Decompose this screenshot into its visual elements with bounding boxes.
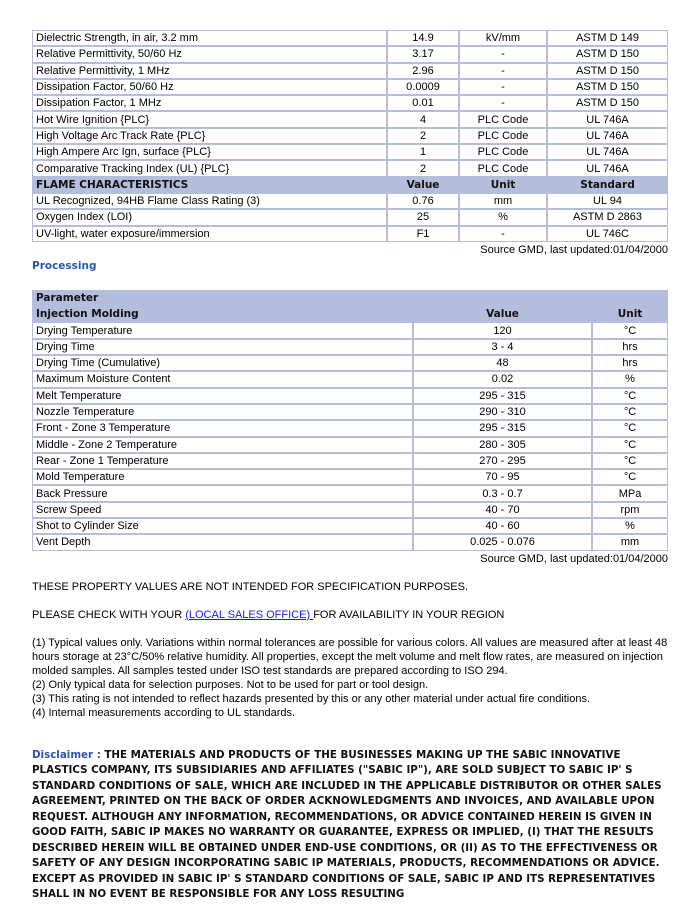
property-unit: - bbox=[459, 46, 547, 62]
parameter-name: Nozzle Temperature bbox=[32, 404, 413, 420]
property-value: 2.96 bbox=[387, 63, 459, 79]
property-unit: % bbox=[459, 209, 547, 225]
parameter-value: 295 - 315 bbox=[413, 388, 592, 404]
parameter-unit: °C bbox=[592, 469, 668, 485]
availability-prefix: PLEASE CHECK WITH YOUR bbox=[32, 608, 186, 621]
table-row bbox=[32, 111, 668, 127]
parameter-value: 3 - 4 bbox=[413, 339, 592, 355]
property-value: 2 bbox=[387, 160, 459, 176]
parameter-value: 0.02 bbox=[413, 371, 592, 387]
table-row bbox=[32, 226, 668, 242]
property-unit: PLC Code bbox=[459, 144, 547, 160]
table-row bbox=[32, 144, 668, 160]
parameter-unit: °C bbox=[592, 420, 668, 436]
property-name: Oxygen Index (LOI) bbox=[32, 209, 387, 225]
footnote-2: (2) Only typical data for selection purposes. Not to be used for part or tool design. bbox=[32, 678, 429, 691]
table-row bbox=[32, 339, 668, 355]
parameter-name: Shot to Cylinder Size bbox=[32, 518, 413, 534]
table-row bbox=[32, 388, 668, 404]
parameter-value: 0.3 - 0.7 bbox=[413, 485, 592, 501]
property-name: Relative Permittivity, 1 MHz bbox=[32, 63, 387, 79]
table-row bbox=[32, 502, 668, 518]
property-standard: UL 746A bbox=[547, 111, 668, 127]
properties-source-note: Source GMD, last updated:01/04/2000 bbox=[480, 243, 668, 256]
disclaimer bbox=[32, 748, 668, 903]
processing-section-title: Processing bbox=[32, 259, 97, 272]
property-unit: PLC Code bbox=[459, 128, 547, 144]
property-standard: UL 746A bbox=[547, 160, 668, 176]
property-value: 0.76 bbox=[387, 193, 459, 209]
injection-molding-header: Injection Molding bbox=[32, 306, 413, 322]
parameter-header: Parameter bbox=[32, 290, 668, 306]
parameter-name: Front - Zone 3 Temperature bbox=[32, 420, 413, 436]
property-unit: - bbox=[459, 226, 547, 242]
property-value: 4 bbox=[387, 111, 459, 127]
parameter-value: 48 bbox=[413, 355, 592, 371]
disclaimer-text: THE MATERIALS AND PRODUCTS OF THE BUSINESSES MAKING UP THE SABIC INNOVATIVE PLASTICS COMPANY, ITS SUBSIDIARIES AND AFFILIATES ("SABIC IP"), ARE SOLD SUBJECT TO SABIC IP' S STANDARD CONDITIONS OF SALE, WHICH ARE INCLUDED IN THE APPLICABLE DISTRIBUTOR OR OTHER SALES AGREEMENT, PRINTED ON THE BACK OF ORDER ACKNOWLEDGMENTS AND INVOICES, AND AVAILABLE UPON REQUEST. ALTHOUGH ANY INFORMATION, RECOMMENDATIONS, OR ADVICE CONTAINED HEREIN IS GIVEN IN GOOD FAITH, SABIC IP MAKES NO WARRANTY OR GUARANTEE, EXPRESS OR IMPLIED, (I) THAT THE RESULTS DESCRIBED HEREIN WILL BE OBTAINED UNDER END-USE CONDITIONS, OR (II) AS TO THE EFFECTIVENESS OR SAFETY OF ANY DESIGN INCORPORATING SABIC IP MATERIALS, PRODUCTS, RECOMMENDATIONS OR ADVICE. EXCEPT AS PROVIDED IN SABIC IP' S STANDARD CONDITIONS OF SALE, SABIC IP AND ITS REPRESENTATIVES SHALL IN NO EVENT BE RESPONSIBLE FOR ANY LOSS RESULTING bbox=[32, 748, 662, 901]
property-value: 2 bbox=[387, 128, 459, 144]
property-value: 14.9 bbox=[387, 30, 459, 46]
column-header-standard: Standard bbox=[547, 177, 668, 193]
property-name: Dielectric Strength, in air, 3.2 mm bbox=[32, 30, 387, 46]
parameter-name: Rear - Zone 1 Temperature bbox=[32, 453, 413, 469]
property-value: 1 bbox=[387, 144, 459, 160]
table-row bbox=[32, 128, 668, 144]
parameter-name: Screw Speed bbox=[32, 502, 413, 518]
parameter-value: 270 - 295 bbox=[413, 453, 592, 469]
table-row bbox=[32, 322, 668, 338]
table-row bbox=[32, 469, 668, 485]
property-unit: mm bbox=[459, 193, 547, 209]
properties-table bbox=[32, 30, 668, 242]
parameter-value: 0.025 - 0.076 bbox=[413, 534, 592, 550]
parameter-unit: % bbox=[592, 371, 668, 387]
column-header-unit: Unit bbox=[592, 306, 668, 322]
property-unit: - bbox=[459, 63, 547, 79]
local-sales-office-link[interactable]: (LOCAL SALES OFFICE) bbox=[185, 608, 314, 621]
table-row bbox=[32, 160, 668, 176]
property-unit: PLC Code bbox=[459, 160, 547, 176]
property-standard: UL 94 bbox=[547, 193, 668, 209]
property-standard: ASTM D 149 bbox=[547, 30, 668, 46]
property-name: Hot Wire Ignition {PLC} bbox=[32, 111, 387, 127]
property-value: 0.0009 bbox=[387, 79, 459, 95]
parameter-name: Back Pressure bbox=[32, 485, 413, 501]
property-unit: - bbox=[459, 95, 547, 111]
parameter-unit: mm bbox=[592, 534, 668, 550]
processing-header bbox=[32, 306, 668, 322]
processing-source-note: Source GMD, last updated:01/04/2000 bbox=[480, 552, 668, 565]
availability-suffix: FOR AVAILABILITY IN YOUR REGION bbox=[313, 608, 505, 621]
property-value: F1 bbox=[387, 226, 459, 242]
footnote-1: (1) Typical values only. Variations within normal tolerances are possible for various colors. All values are measured after at least 48 hours storage at 23°C/50% relative humidity. All properties, except the melt volume and melt flow rates, are measured on injection molded samples. All samples tested under ISO test standards are prepared according to ISO 294. bbox=[32, 636, 668, 677]
parameter-unit: °C bbox=[592, 453, 668, 469]
parameter-unit: rpm bbox=[592, 502, 668, 518]
table-row bbox=[32, 95, 668, 111]
parameter-unit: °C bbox=[592, 404, 668, 420]
table-row bbox=[32, 485, 668, 501]
footnotes bbox=[32, 636, 668, 720]
property-standard: ASTM D 150 bbox=[547, 63, 668, 79]
parameter-name: Vent Depth bbox=[32, 534, 413, 550]
property-name: High Ampere Arc Ign, surface {PLC} bbox=[32, 144, 387, 160]
parameter-unit: MPa bbox=[592, 485, 668, 501]
table-row bbox=[32, 518, 668, 534]
table-row bbox=[32, 420, 668, 436]
property-standard: ASTM D 150 bbox=[547, 95, 668, 111]
property-unit: PLC Code bbox=[459, 111, 547, 127]
property-standard: UL 746A bbox=[547, 128, 668, 144]
parameter-unit: hrs bbox=[592, 355, 668, 371]
parameter-unit: hrs bbox=[592, 339, 668, 355]
parameter-name: Maximum Moisture Content bbox=[32, 371, 413, 387]
property-name: UV-light, water exposure/immersion bbox=[32, 226, 387, 242]
parameter-name: Middle - Zone 2 Temperature bbox=[32, 437, 413, 453]
parameter-value: 295 - 315 bbox=[413, 420, 592, 436]
parameter-unit: °C bbox=[592, 322, 668, 338]
footnote-4: (4) Internal measurements according to UL standards. bbox=[32, 706, 296, 719]
datasheet-page bbox=[32, 30, 668, 903]
table-row bbox=[32, 30, 668, 46]
property-standard: UL 746C bbox=[547, 226, 668, 242]
parameter-value: 70 - 95 bbox=[413, 469, 592, 485]
parameter-value: 40 - 60 bbox=[413, 518, 592, 534]
property-name: Dissipation Factor, 1 MHz bbox=[32, 95, 387, 111]
parameter-value: 290 - 310 bbox=[413, 404, 592, 420]
property-name: Dissipation Factor, 50/60 Hz bbox=[32, 79, 387, 95]
property-name: UL Recognized, 94HB Flame Class Rating (3) bbox=[32, 193, 387, 209]
property-standard: UL 746A bbox=[547, 144, 668, 160]
parameter-value: 40 - 70 bbox=[413, 502, 592, 518]
footnote-3: (3) This rating is not intended to reflect hazards presented by this or any other material under actual fire conditions. bbox=[32, 692, 591, 705]
parameter-unit: % bbox=[592, 518, 668, 534]
table-row bbox=[32, 534, 668, 550]
table-row bbox=[32, 404, 668, 420]
table-row bbox=[32, 63, 668, 79]
table-row bbox=[32, 437, 668, 453]
parameter-name: Drying Time bbox=[32, 339, 413, 355]
availability-notice bbox=[32, 608, 668, 622]
table-row bbox=[32, 46, 668, 62]
property-value: 3.17 bbox=[387, 46, 459, 62]
property-name: Relative Permittivity, 50/60 Hz bbox=[32, 46, 387, 62]
table-row bbox=[32, 209, 668, 225]
property-value: 0.01 bbox=[387, 95, 459, 111]
section-header-label: FLAME CHARACTERISTICS bbox=[32, 177, 387, 193]
table-row bbox=[32, 193, 668, 209]
column-header-unit: Unit bbox=[459, 177, 547, 193]
processing-header-top bbox=[32, 290, 668, 306]
table-row bbox=[32, 371, 668, 387]
property-standard: ASTM D 2863 bbox=[547, 209, 668, 225]
disclaimer-label: Disclaimer : bbox=[32, 748, 105, 761]
column-header-value: Value bbox=[387, 177, 459, 193]
property-unit: - bbox=[459, 79, 547, 95]
parameter-name: Melt Temperature bbox=[32, 388, 413, 404]
property-name: Comparative Tracking Index (UL) {PLC} bbox=[32, 160, 387, 176]
parameter-value: 280 - 305 bbox=[413, 437, 592, 453]
column-header-value: Value bbox=[413, 306, 592, 322]
parameter-value: 120 bbox=[413, 322, 592, 338]
parameter-unit: °C bbox=[592, 388, 668, 404]
table-row bbox=[32, 453, 668, 469]
table-row bbox=[32, 79, 668, 95]
property-name: High Voltage Arc Track Rate {PLC} bbox=[32, 128, 387, 144]
parameter-unit: °C bbox=[592, 437, 668, 453]
not-for-specification-notice: THESE PROPERTY VALUES ARE NOT INTENDED FOR SPECIFICATION PURPOSES. bbox=[32, 580, 469, 593]
property-unit: kV/mm bbox=[459, 30, 547, 46]
parameter-name: Drying Time (Cumulative) bbox=[32, 355, 413, 371]
parameter-name: Mold Temperature bbox=[32, 469, 413, 485]
property-standard: ASTM D 150 bbox=[547, 46, 668, 62]
processing-table bbox=[32, 290, 668, 551]
property-standard: ASTM D 150 bbox=[547, 79, 668, 95]
flame-characteristics-header bbox=[32, 177, 668, 193]
parameter-name: Drying Temperature bbox=[32, 322, 413, 338]
table-row bbox=[32, 355, 668, 371]
property-value: 25 bbox=[387, 209, 459, 225]
